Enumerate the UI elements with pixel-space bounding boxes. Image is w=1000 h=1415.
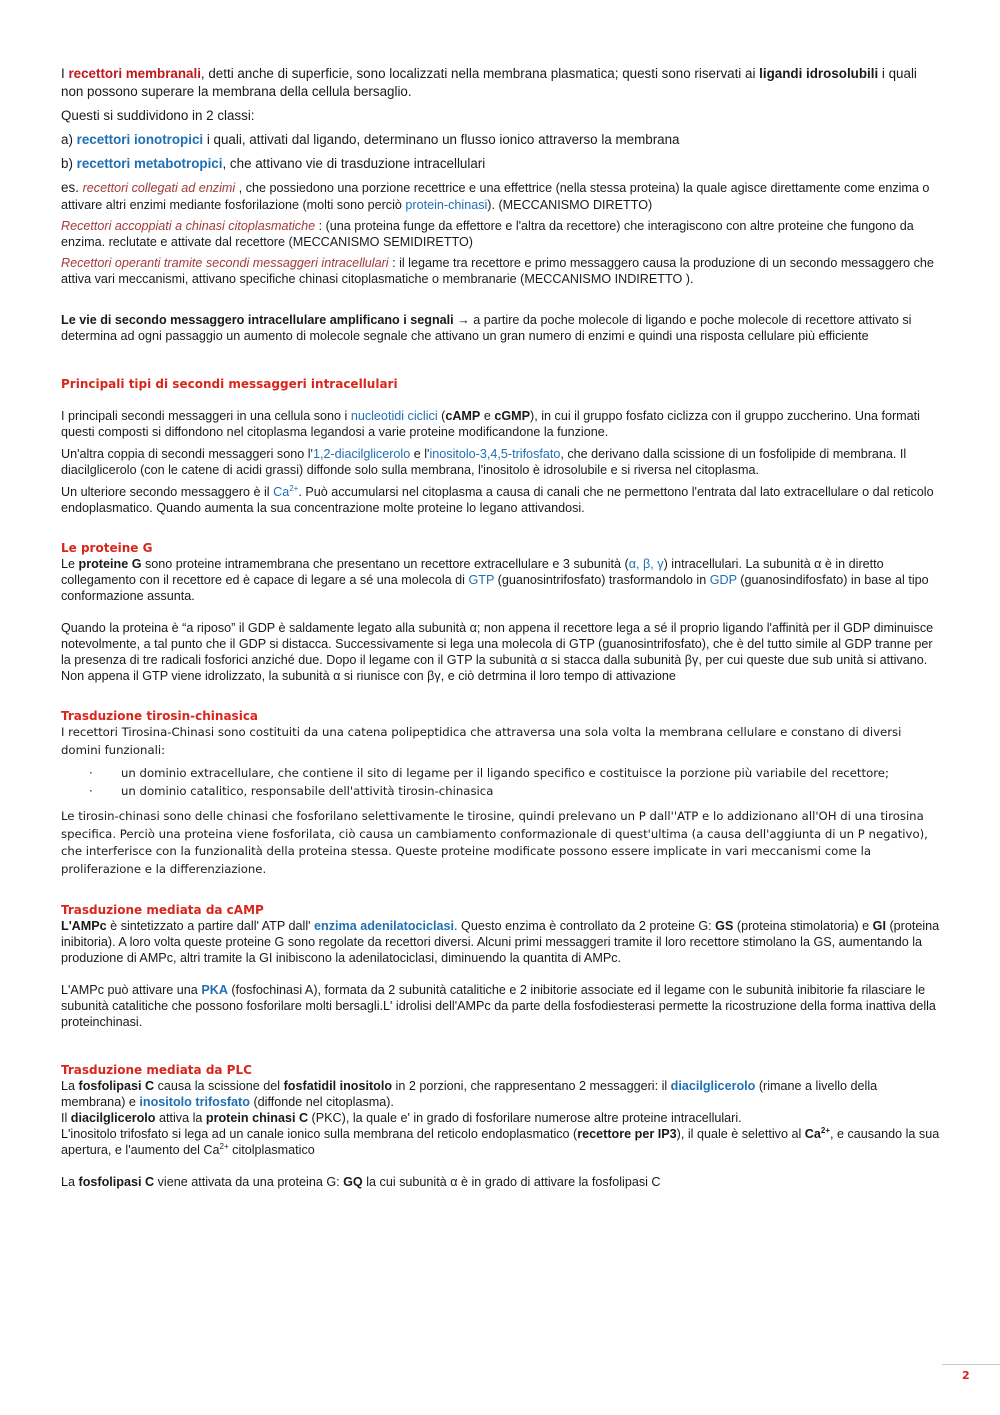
section-title-plc: Trasduzione mediata da PLC [61,1063,252,1077]
text: è sintetizzato a partire dall' ATP dall' [106,919,315,933]
term-camp: cAMP [445,409,481,423]
text: ), in cui il gruppo fosfato ciclizza con il gruppo zuccherino. Una formati questi composti si diffondono nel citoplasma legandosi a varie proteine modificandone la funzione. [61,409,920,439]
term-fosfolipasi-c: fosfolipasi C [78,1079,155,1093]
text: sono proteine intramembrana che presentano un recettore extracellulare e 3 subunità ( [141,557,629,571]
text: (diffonde nel citoplasma). [249,1095,394,1109]
text: La [61,1079,79,1093]
term-gq: GQ [343,1175,363,1189]
text: (rimane a livello della membrana) e [61,1079,878,1109]
diacilglicerolo-paragraph [61,446,941,478]
text: es. [61,180,83,195]
text: in 2 porzioni, che rappresentano 2 messaggeri: il [392,1079,671,1093]
term-diacilglicerolo: diacilglicerolo [70,1111,156,1125]
example-enzimi-paragraph [61,179,941,213]
text: , che possiedono una porzione recettrice e una effettrice (nella stessa proteina) la quale agisce direttamente come enzima o attivare altri enzimi mediante fosforilazione (molti sono perciò [61,181,930,212]
ampc-paragraph [61,918,941,966]
text: a) [61,132,77,147]
text: ) intracellulari. La subunità α è in diretto collegamento con il recettore ed è capace di legare a sé una molecola di [61,557,884,587]
term-inositolo-trifosfato: inositolo trifosfato [139,1095,250,1109]
text: , detti anche di superficie, sono localizzati nella membrana plasmatica; questi sono riservati ai [200,66,760,81]
list-item-text: un dominio extracellulare, che contiene il sito di legame per il ligando specifico e costituisce la porzione più variabile del recettore; [121,766,889,780]
fosfolipasi-paragraph [61,1078,941,1110]
term-calcio: Ca [273,485,290,499]
section-title-proteine-g: Le proteine G [61,541,153,555]
list-item [89,764,941,782]
text: i quali, attivati dal ligando, determinano un flusso ionico attraverso la membrana [203,132,680,147]
term-recettori-collegati-enzimi: recettori collegati ad enzimi [82,181,236,195]
text: : (una proteina funge da effettore e l'altra da recettore) che interagiscono con altre proteine che fungono da enzima. reclutate e attivate dal recettore (MECCANISMO SEMIDIRETTO) [61,219,914,249]
term-subunita: α, β, γ [628,557,664,571]
calcio-paragraph [61,484,941,516]
term-gs: GS [715,919,734,933]
term-recettori-operanti: Recettori operanti tramite secondi messaggeri intracellulari [61,256,389,270]
text: Il [61,1111,71,1125]
text: ), il quale è selettivo al [676,1127,805,1141]
text: Le [61,557,79,571]
superscript: 2+ [820,1126,830,1135]
text: i quali non possono superare la membrana della cellula bersaglio. [61,66,917,99]
text: causa la scissione del [154,1079,284,1093]
term-diacilglicerolo: diacilglicerolo [670,1079,756,1093]
text: (proteina stimolatoria) e [733,919,873,933]
text: . Può accumularsi nel citoplasma a causa di canali che ne permettono l'entrata dal lato extracellulare o dal reticolo endoplasmatico. Quando aumenta la sua concentrazione molte proteine lo legano attivandosi. [61,485,934,515]
amplification-paragraph [61,312,941,344]
chinasi-citoplasmatiche-paragraph [61,218,941,250]
term-calcio: Ca [804,1127,821,1141]
term-enzima-adenilatociclasi: enzima adenilatociclasi [314,919,455,933]
term-protein-chinasi-c: protein chinasi C [205,1111,309,1125]
secondi-messaggeri-paragraph [61,255,941,287]
gq-paragraph [61,1174,941,1190]
text: L'inositolo trifosfato si lega ad un canale ionico sulla membrana del reticolo endoplasmatico ( [61,1127,578,1141]
text: la cui subunità α è in grado di attivare la fosfolipasi C [362,1175,661,1189]
intro-paragraph [61,65,941,101]
text: Questi si suddividono in 2 classi: [61,108,255,123]
term-ligandi-idrosolubili: ligandi idrosolubili [759,66,879,81]
term-recettore-ip3: recettore per IP3 [577,1127,677,1141]
term-recettori-accoppiati: Recettori accoppiati a chinasi citoplasmatiche [61,219,316,233]
pka-paragraph [61,982,941,1030]
text: (proteina inibitoria). A loro volta queste proteine G sono regolate da recettori diversi. Alcuni primi messaggeri tramite il loro recettore stimolano la GS, aumentando la produzione di AMPc, altri tramite la GI inibiscono la adenilatociclasi, diminuendo la quantita di AMPc. [61,919,940,965]
term-protein-chinasi: protein-chinasi [405,198,488,212]
term-inositolo-trifosfato: inositolo-3,4,5-trifosfato [429,447,561,461]
superscript: 2+ [289,484,299,493]
text: viene attivata da una proteina G: [154,1175,344,1189]
term-nucleotidi-ciclici: nucleotidi ciclici [350,409,438,423]
text: (PKC), la quale e' in grado di fosforilare numerose altre proteine intracellulari. [308,1111,742,1125]
term-recettori-ionotropici: recettori ionotropici [76,132,204,147]
classes-paragraph [61,107,941,125]
section-title-secondi-messaggeri: Principali tipi di secondi messaggeri intracellulari [61,377,398,391]
text: → a partire da poche molecole di ligando e poche molecole di recettore attivato si determina ad ogni passaggio un aumento di molecole segnale che attivano un gran numero di enzimi e quindi una risposta cellulare più efficiente [61,313,912,343]
text: Un'altra coppia di secondi messaggeri sono l' [61,447,313,461]
section-title-camp: Trasduzione mediata da cAMP [61,903,264,917]
term-fosfatidil-inositolo: fosfatidil inositolo [283,1079,393,1093]
text: Un ulteriore secondo messaggero è il [61,485,274,499]
text: , che derivano dalla scissione di un fosfolipide di membrana. Il diacilglicerolo (con le catene di acidi grassi) diffonde solo sulla membrana, l'inositolo è idrosolubile e si riversa nel citoplasma. [61,447,907,477]
list-item-text: un dominio catalitico, responsabile dell'attività tirosin-chinasica [121,784,494,798]
term-gi: GI [872,919,886,933]
term-proteine-g: proteine G [78,557,142,571]
text: b) [61,156,77,171]
tirosina-intro-paragraph: I recettori Tirosina-Chinasi sono costituiti da una catena polipeptidica che attraversa una sola volta la membrana cellulare e constano di diversi domini funzionali: [61,725,902,757]
text: . Questo enzima è controllato da 2 proteine G: [454,919,716,933]
bullet-icon: · [89,766,93,780]
section-title-tirosin-chinasica: Trasduzione tirosin-chinasica [61,709,259,723]
text: e l' [410,447,430,461]
text: I [61,66,69,81]
term-recettori-metabotropici: recettori metabotropici [76,156,223,171]
text: La [61,1175,79,1189]
text: , che attivano vie di trasduzione intracellulari [222,156,486,171]
document-page [61,0,941,1190]
term-vie-secondo-messaggero: Le vie di secondo messaggero intracellulare amplificano i segnali [61,313,454,327]
proteine-g-paragraph [61,556,941,604]
tirosin-chinasi-paragraph: Le tirosin-chinasi sono delle chinasi che fosforilano selettivamente le tirosine, quindi prelevano un P dall''ATP e lo addizionano all'OH di una tirosina specifica. Perciò una proteina viene fosforilata, ciò causa un cambiamento conformazionale di quest'ultima (a causa dell'aggiunta di un P negativo), che interferisce con la funzionalità della proteina stessa. Queste proteine modificate possono essere implicate in vari meccanismi come la proliferazione e la differenziazione. [61,809,928,876]
text: L'AMPc può attivare una [61,983,202,997]
term-diacilglicerolo: 1,2-diacilglicerolo [312,447,411,461]
pkc-paragraph [61,1110,941,1126]
term-gdp: GDP [709,573,737,587]
ip3-paragraph [61,1126,941,1158]
list-item [89,782,941,800]
term-ampc: L'AMPc [61,919,107,933]
text: ( [437,409,446,423]
class-b-paragraph [61,155,941,173]
text: : il legame tra recettore e primo messaggero causa la produzione di un secondo messaggero che attiva vari meccanismi, attivano specifiche chinasi citoplasmatiche o membranarie (MECCANISMO INDIRETTO ). [61,256,934,286]
text: ). (MECCANISMO DIRETTO) [487,198,653,212]
term-gtp: GTP [468,573,495,587]
term-pka: PKA [201,983,228,997]
text: , e causando la sua apertura, e l'aumento del Ca [61,1127,940,1157]
text: (guanosintrifosfato) trasformandolo in [494,573,710,587]
text: attiva la [155,1111,206,1125]
text: e [480,409,495,423]
class-a-paragraph [61,131,941,149]
footer-divider [942,1364,1000,1365]
term-fosfolipasi-c: fosfolipasi C [78,1175,155,1189]
term-recettori-membranali: recettori membranali [68,66,201,81]
text: (fosfochinasi A), formata da 2 subunità catalitiche e 2 inibitorie associate ed il legame con le subunità inibitorie fa rilasciare le subunità catalitiche che possono fosforilare molti bersagli.L' idrolisi dell'AMPc da parte della fosfodiesterasi permette la ricostruzione della forma inattiva della proteinchinasi. [61,983,936,1029]
domini-list [61,764,941,800]
text: I principali secondi messaggeri in una cellula sono i [61,409,351,423]
text: (guanosindifosfato) in base al tipo conformazione assunta. [61,573,929,603]
gdp-riposo-paragraph: Quando la proteina è “a riposo” il GDP è saldamente legato alla subunità α; non appena il recettore lega a sé il proprio ligando l'affinità per il GDP diminuisce notevolmente, a tal punto che il GDP si distacca. Successivamente si lega una molecola di GTP (guanosintrifosfato), che è del tutto simile al GDP tranne per la presenza di tre radicali fosforici anziché due. Dopo il legame con il GTP la subunità α si stacca dalla subunità βγ, per cui queste due sub unità si attivano. Non appena il GTP viene idrolizzato, la subunità α si riunisce con βγ, e ciò detrmina il loro tempo di attivazione [61,621,934,683]
text: citolplasmatico [228,1143,315,1157]
nucleotidi-paragraph [61,408,941,440]
term-cgmp: cGMP [494,409,531,423]
bullet-icon: · [89,784,93,798]
superscript: 2+ [219,1142,229,1151]
page-number: 2 [962,1369,970,1382]
